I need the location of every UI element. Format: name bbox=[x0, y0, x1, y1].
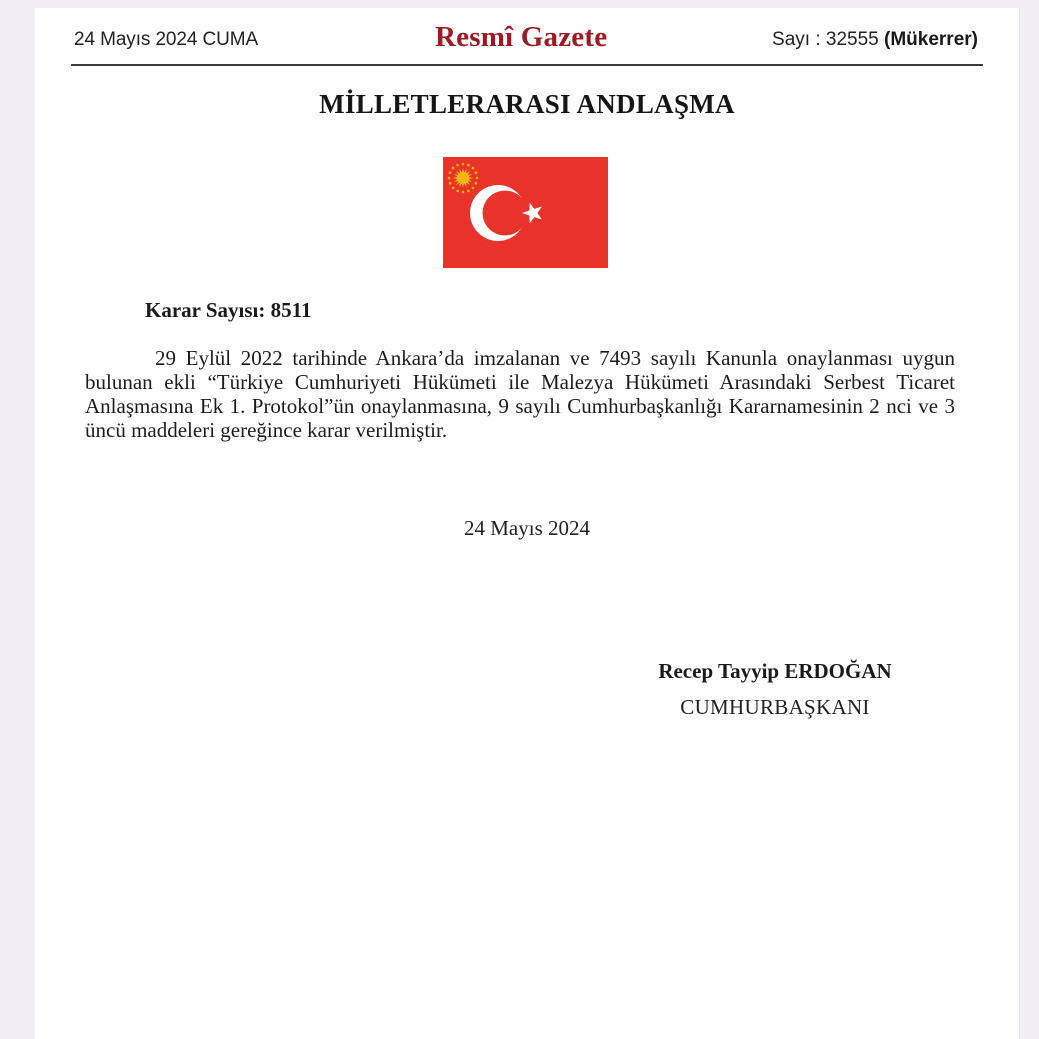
small-star bbox=[467, 190, 470, 193]
gazette-page bbox=[34, 8, 1019, 1039]
small-star bbox=[448, 177, 451, 180]
small-star bbox=[462, 163, 465, 166]
small-star bbox=[462, 191, 465, 194]
small-star bbox=[452, 187, 455, 190]
small-star bbox=[475, 182, 478, 185]
decision-body: 29 Eylül 2022 tarihinde Ankara’da imzalanan ve 7493 sayılı Kanunla onaylanması uygun bulunan ekli “Türkiye Cumhuriyeti Hükümeti ile Malezya Hükümeti Arasındaki Serbest Ticaret Anlaşmasına Ek 1. Protokol”ün onaylanmasına, 9 sayılı Cumhurbaşkanlığı Kararnamesinin 2 nci ve 3 üncü maddeleri gereğince karar verilmiştir. bbox=[85, 346, 955, 442]
small-star bbox=[472, 187, 475, 190]
small-star bbox=[456, 190, 459, 193]
document-title: MİLLETLERARASI ANDLAŞMA bbox=[319, 89, 735, 119]
small-star bbox=[467, 164, 470, 167]
small-star bbox=[452, 167, 455, 170]
small-star bbox=[449, 171, 452, 174]
signature-date: 24 Mayıs 2024 bbox=[464, 516, 590, 540]
small-star bbox=[472, 167, 475, 170]
gazette-header bbox=[72, 8, 982, 64]
header-date: 24 Mayıs 2024 CUMA bbox=[74, 29, 259, 50]
small-star bbox=[456, 164, 459, 167]
small-star bbox=[449, 182, 452, 185]
header-divider bbox=[71, 64, 983, 66]
gazette-name: Resmî Gazete bbox=[435, 21, 608, 53]
issue-label: Sayı : 32555 bbox=[772, 29, 879, 50]
small-star bbox=[476, 177, 479, 180]
decision-number: Karar Sayısı: 8511 bbox=[145, 298, 312, 322]
small-star bbox=[475, 171, 478, 174]
signer-name: Recep Tayyip ERDOĞAN bbox=[658, 659, 892, 683]
signer-title: CUMHURBAŞKANI bbox=[680, 695, 870, 719]
issue-note: (Mükerrer) bbox=[884, 29, 978, 50]
turkish-presidential-flag-icon bbox=[443, 157, 608, 268]
issue-number bbox=[772, 29, 978, 51]
